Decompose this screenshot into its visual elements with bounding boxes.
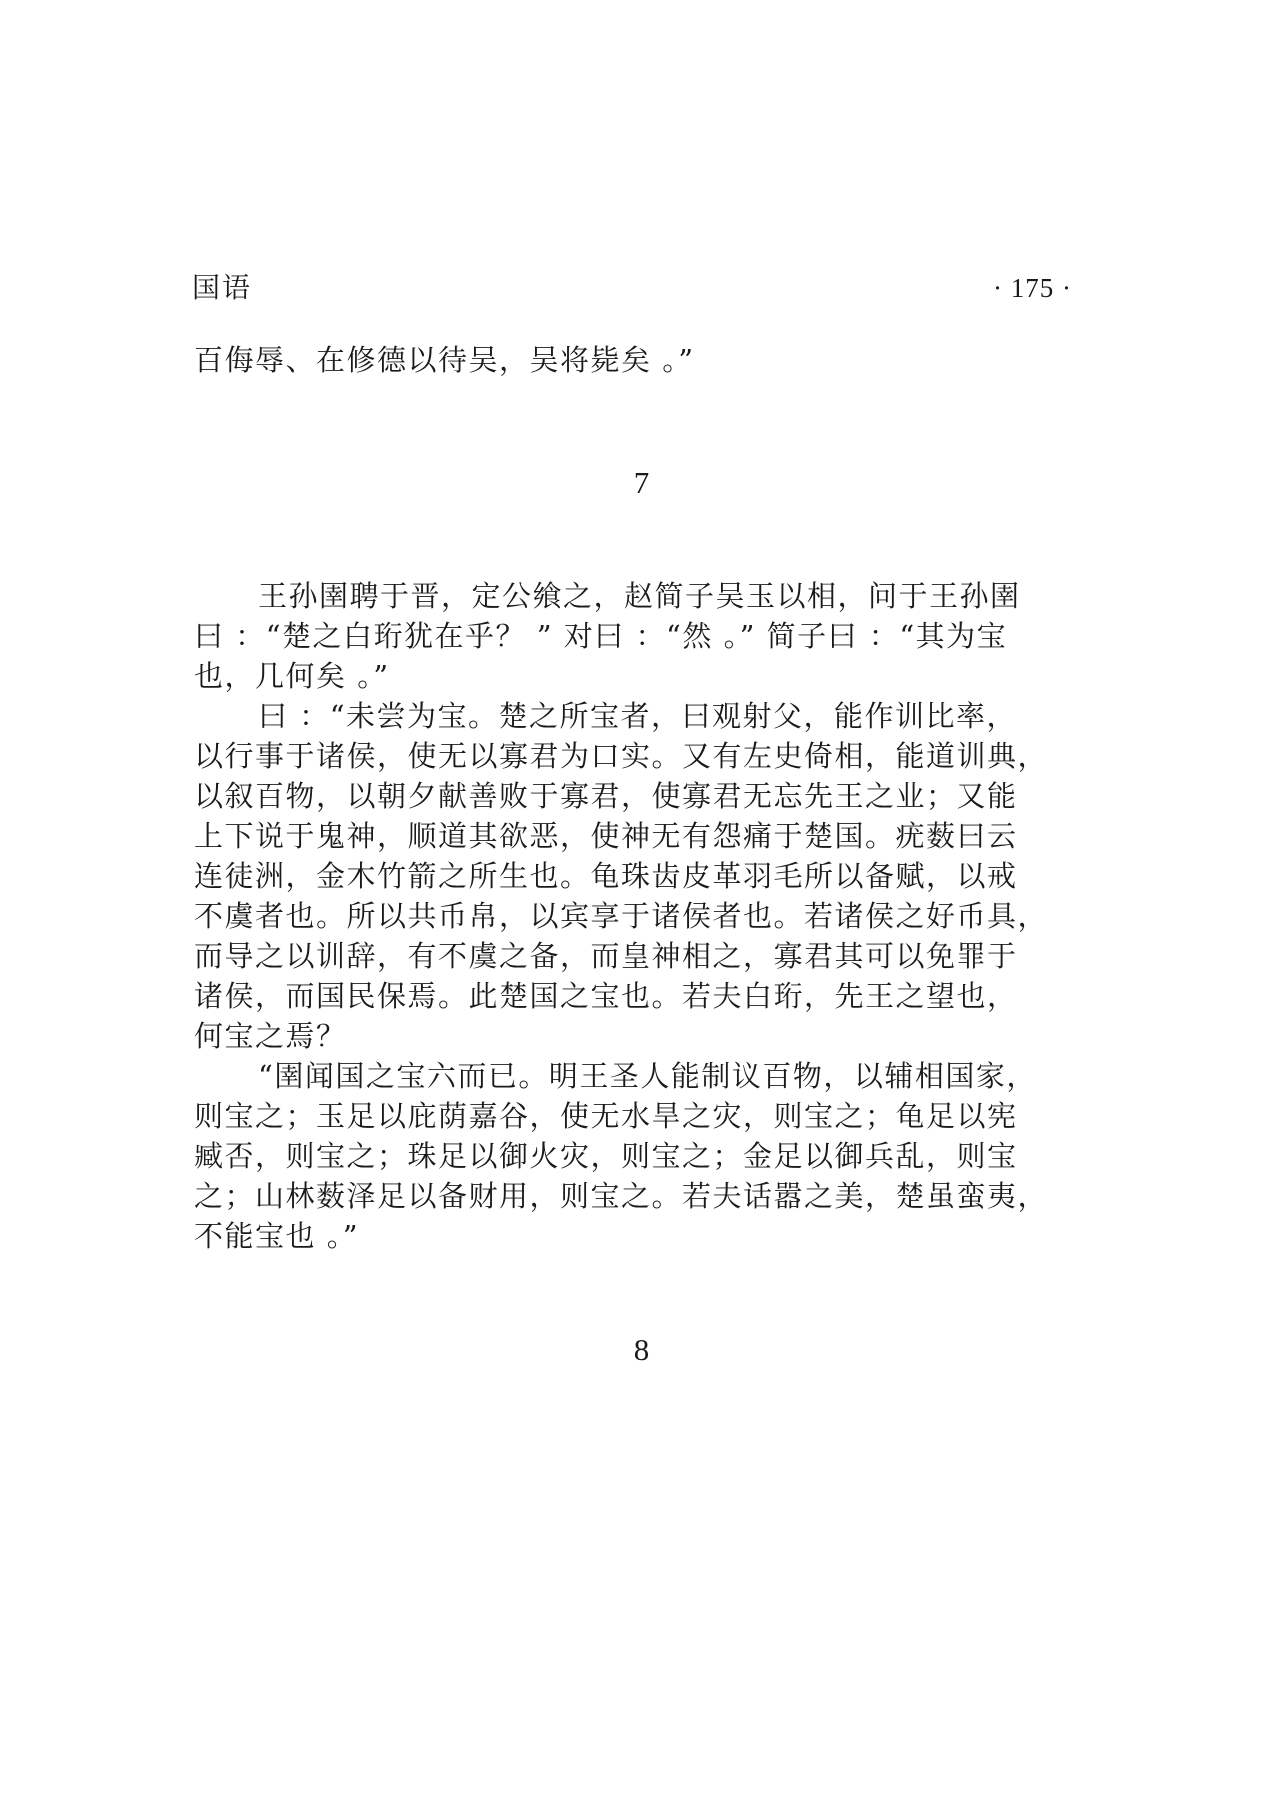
text-line: 之；山林薮泽足以备财用，则宝之。若夫话嚣之美，楚虽蛮夷，: [194, 1179, 1049, 1213]
text-line: 王孙圉聘于晋，定公飨之，赵简子吴玉以相，问于王孙圉: [258, 579, 1021, 613]
text-line: “圉闻国之宝六而已。明王圣人能制议百物，以辅相国家，: [258, 1059, 1037, 1093]
text-line: 以行事于诸侯，使无以寡君为口实。又有左史倚相，能道训典，: [194, 739, 1049, 773]
text-line: 也，几何矣 。”: [194, 659, 390, 693]
section-number-8: 8: [633, 1332, 650, 1367]
text-line: 诸侯，而国民保焉。此楚国之宝也。若夫白珩，先王之望也，: [194, 979, 1018, 1013]
text-line: 曰 ：“楚之白珩犹在乎？ ” 对曰 ：“然 。” 简子曰 ：“其为宝: [194, 619, 1008, 653]
text-line: 以叙百物，以朝夕献善败于寡君，使寡君无忘先王之业；又能: [194, 779, 1018, 813]
text-line: 不能宝也 。”: [194, 1219, 360, 1253]
text-line: 不虞者也。所以共币帛，以宾享于诸侯者也。若诸侯之好币具，: [194, 899, 1049, 933]
section-number-7: 7: [633, 465, 650, 500]
text-line: 臧否，则宝之；珠足以御火灾，则宝之；金足以御兵乱，则宝: [194, 1139, 1018, 1173]
text-line: 上下说于鬼神，顺道其欲恶，使神无有怨痛于楚国。疣薮曰云: [194, 819, 1018, 853]
text-line: 则宝之；玉足以庇荫嘉谷，使无水旱之灾，则宝之；龟足以宪: [194, 1099, 1018, 1133]
page-number: · 175 ·: [993, 273, 1072, 303]
text-line: 连徒洲，金木竹箭之所生也。龟珠齿皮革羽毛所以备赋，以戒: [194, 859, 1018, 893]
text-line: 而导之以训辞，有不虞之备，而皇神相之，寡君其可以免罪于: [194, 939, 1018, 973]
text-line: 何宝之焉？: [194, 1019, 347, 1053]
running-header: [192, 266, 1072, 310]
book-title: 国语: [192, 271, 253, 304]
text-line: 曰 ：“未尝为宝。楚之所宝者，曰观射父，能作训比率，: [258, 699, 1018, 733]
continuation-line: 百侮辱、在修德以待吴，吴将毙矣 。”: [194, 343, 695, 377]
